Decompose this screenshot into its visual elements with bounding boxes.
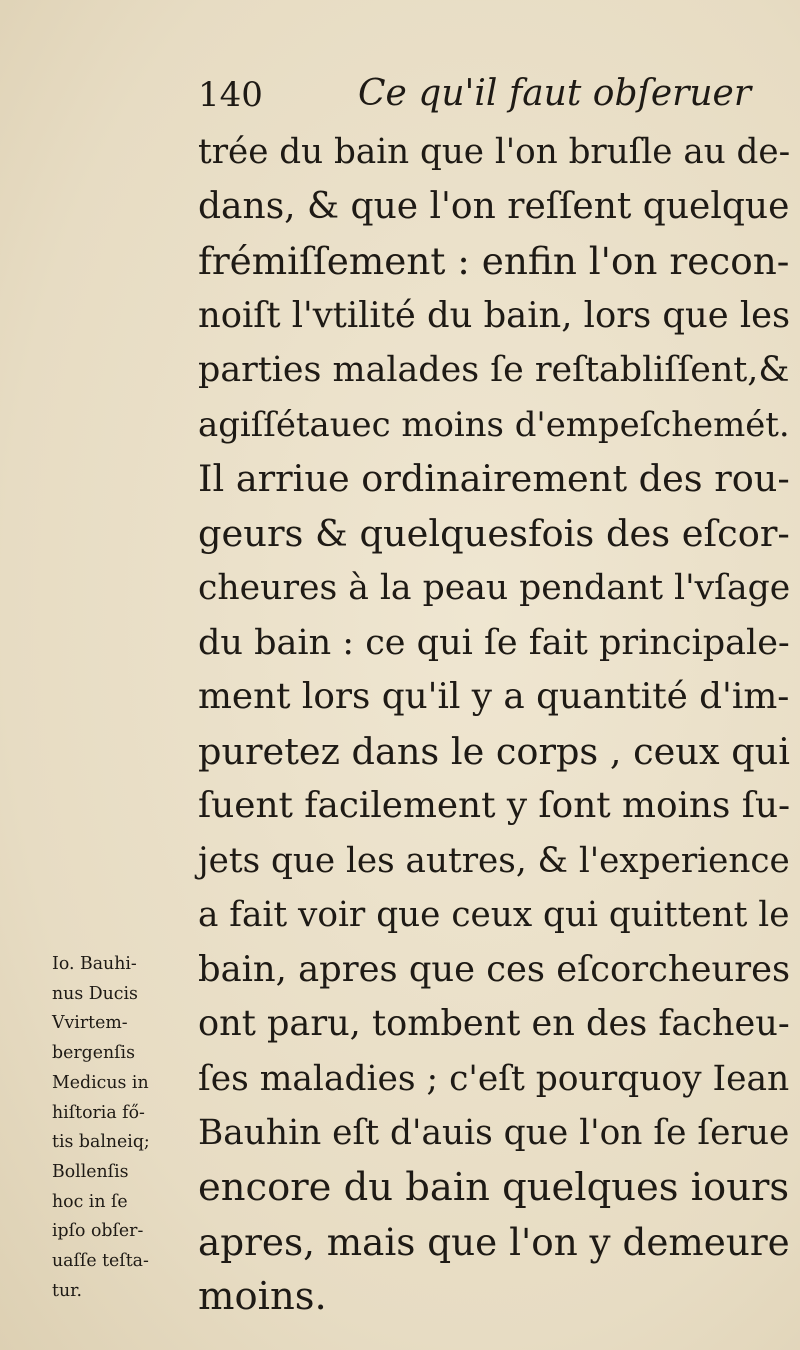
text-line: Bauhin eſt d'auis que l'on ſe ſerue xyxy=(198,1113,790,1153)
text-line: Il arriue ordinairement des rou- xyxy=(198,457,790,500)
text-line: ment lors qu'il y a quantité d'im- xyxy=(198,676,790,717)
note-line: Vvirtem- xyxy=(52,1013,128,1034)
note-line: Medicus in xyxy=(52,1072,149,1093)
running-head: Ce qu'il faut obſeruer xyxy=(358,73,752,114)
note-line: bergenſis xyxy=(52,1043,135,1064)
text-line: dans, & que l'on reſſent quelque xyxy=(198,185,790,227)
text-line: ſes maladies ; c'eſt pourquoy Iean xyxy=(198,1058,790,1099)
note-line: Bollenſis xyxy=(52,1161,129,1182)
page-header xyxy=(198,70,752,120)
note-line: hiſtoria fő- xyxy=(52,1102,145,1123)
text-line: du bain : ce qui ſe fait principale- xyxy=(198,621,790,663)
page-number: 140 xyxy=(198,75,263,115)
text-line: a fait voir que ceux qui quittent le xyxy=(198,895,790,935)
text-line: agiſſétauec moins d'empeſchemét. xyxy=(198,404,790,444)
text-line: cheures à la peau pendant l'vſage xyxy=(198,568,791,608)
note-line: nus Ducis xyxy=(52,983,138,1004)
text-line: ſuent facilement y ſont moins ſu- xyxy=(198,785,791,826)
main-text-block xyxy=(198,125,798,1324)
note-line: Io. Bauhi- xyxy=(52,954,137,974)
text-line: moins. xyxy=(198,1273,327,1319)
note-line: hoc in ſe xyxy=(52,1191,128,1212)
note-line: tur. xyxy=(52,1280,83,1301)
text-line: encore du bain quelques iours xyxy=(198,1164,790,1210)
text-line: noiſt l'vtilité du bain, lors que les xyxy=(198,294,791,336)
text-line: parties malades ſe reſtabliſſent,& xyxy=(198,350,790,390)
text-line: apres, mais que l'on y demeure xyxy=(198,1220,790,1264)
text-line: bain, apres que ces eſcorcheures xyxy=(198,948,791,990)
text-line: jets que les autres, & l'experience xyxy=(198,840,790,881)
note-line: tis balneiq; xyxy=(52,1132,150,1153)
note-line: ipſo obſer- xyxy=(52,1221,144,1242)
note-line: uaſſe teſta- xyxy=(52,1251,149,1272)
text-line: ont paru, tombent en des facheu- xyxy=(198,1003,790,1044)
text-line: frémiſſement : enfin l'on recon- xyxy=(198,239,790,283)
marginal-note xyxy=(52,950,212,1306)
text-line: geurs & quelquesfois des eſcor- xyxy=(198,511,790,555)
text-line: trée du bain que l'on bruſle au de- xyxy=(198,132,791,172)
text-line: puretez dans le corps , ceux qui xyxy=(198,729,790,773)
